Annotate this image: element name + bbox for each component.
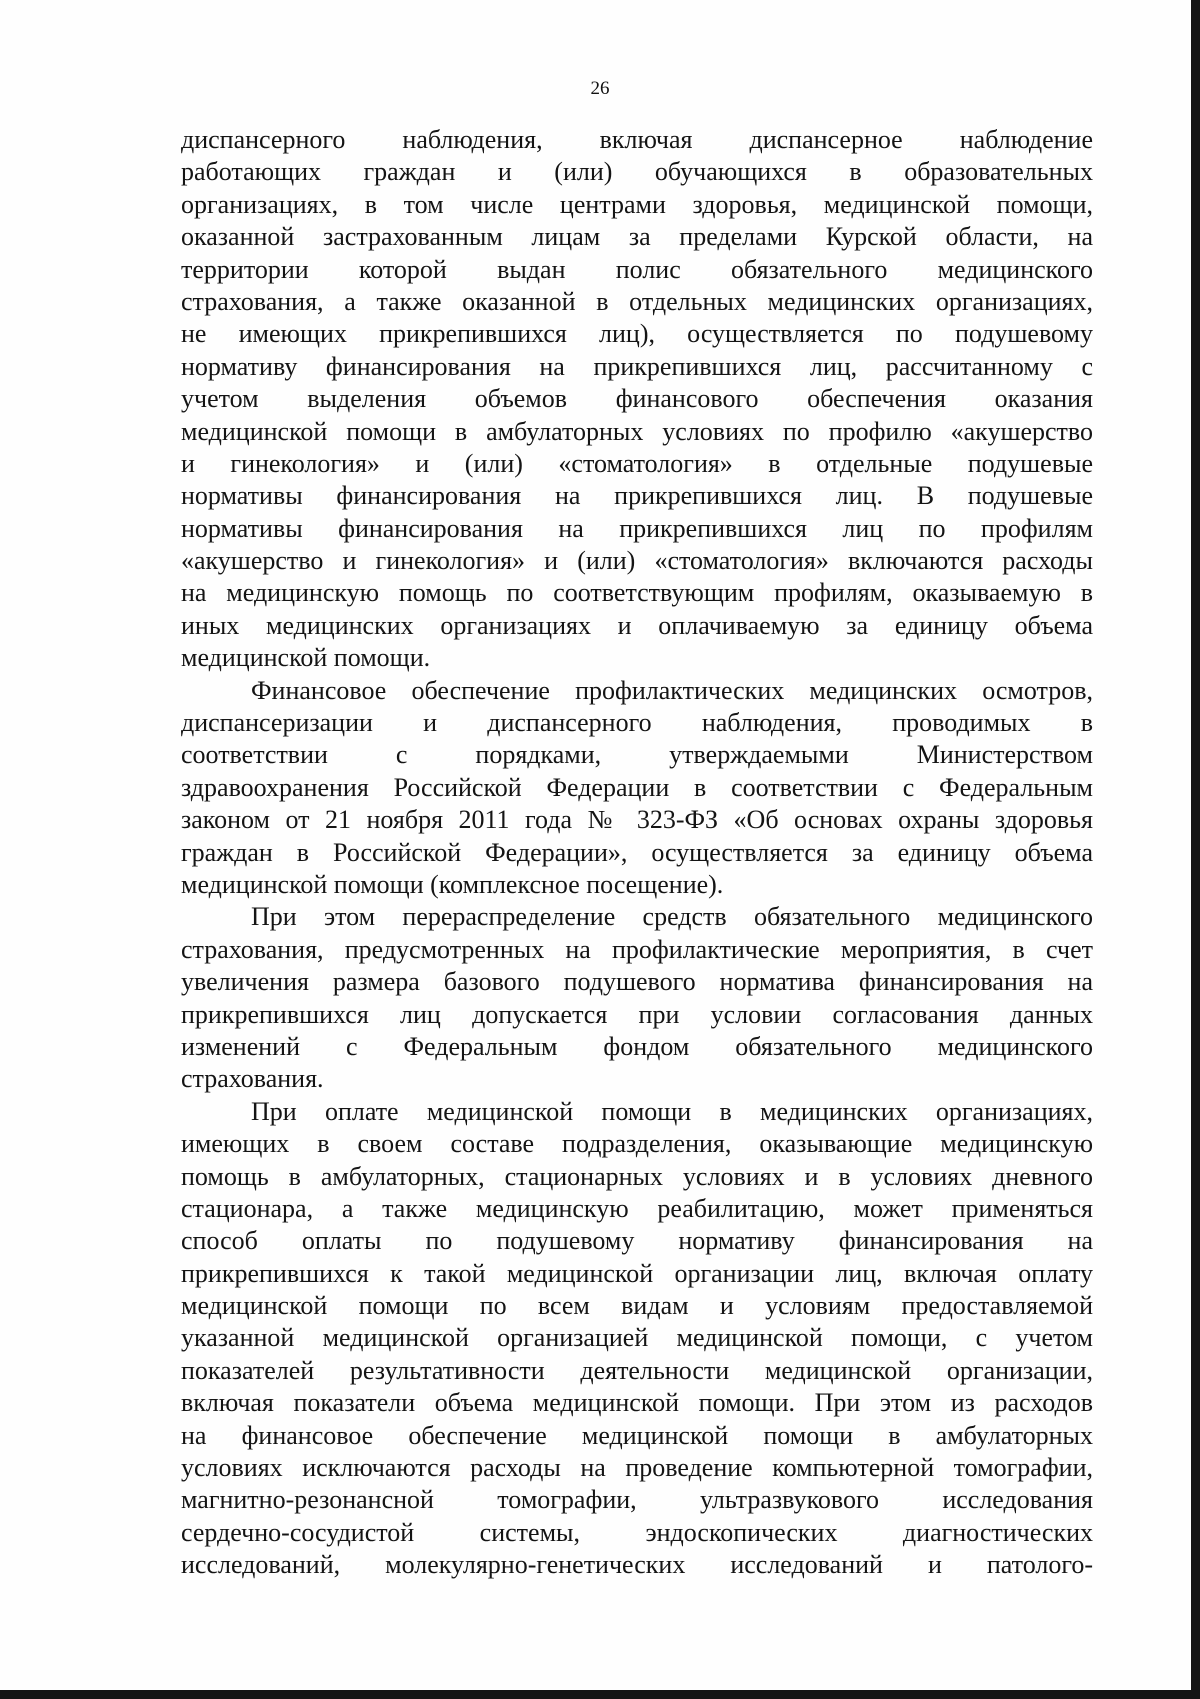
- text-line: страхования, предусмотренных на профилактические мероприятия, в счет: [181, 934, 1093, 964]
- paragraph: [181, 675, 1093, 902]
- text-line: диспансеризации и диспансерного наблюдения, проводимых в: [181, 708, 1093, 738]
- scan-edge-right: [1191, 0, 1200, 1699]
- text-line: помощь в амбулаторных, стационарных условиях и в условиях дневного: [181, 1161, 1093, 1191]
- text-line: организациях, в том числе центрами здоровья, медицинской помощи,: [181, 189, 1093, 219]
- scan-edge-bottom: [0, 1690, 1200, 1699]
- text-line: на финансовое обеспечение медицинской помощи в амбулаторных: [181, 1420, 1093, 1450]
- text-line: здравоохранения Российской Федерации в соответствии с Федеральным: [181, 772, 1093, 802]
- text-line: прикрепившихся к такой медицинской организации лиц, включая оплату: [181, 1258, 1093, 1288]
- text-line: не имеющих прикрепившихся лиц), осуществляется по подушевому: [181, 319, 1093, 349]
- text-line: оказанной застрахованным лицам за пределами Курской области, на: [181, 222, 1093, 252]
- text-line: имеющих в своем составе подразделения, оказывающие медицинскую: [181, 1129, 1093, 1159]
- text-line: на медицинскую помощь по соответствующим профилям, оказываемую в: [181, 578, 1093, 608]
- text-line: медицинской помощи.: [181, 643, 431, 673]
- text-line: исследований, молекулярно-генетических исследований и патолого-: [181, 1550, 1093, 1580]
- paragraph: [181, 901, 1093, 1095]
- text-line: указанной медицинской организацией медицинской помощи, с учетом: [181, 1323, 1093, 1353]
- text-line: «акушерство и гинекология» и (или) «стоматология» включаются расходы: [181, 546, 1093, 576]
- text-line: и гинекология» и (или) «стоматология» в отдельные подушевые: [181, 448, 1093, 478]
- document-body: [181, 124, 1093, 1582]
- paragraph: [181, 1096, 1093, 1582]
- text-line: медицинской помощи в амбулаторных условиях по профилю «акушерство: [181, 416, 1093, 446]
- text-line: нормативу финансирования на прикрепившихся лиц, рассчитанному с: [181, 351, 1093, 381]
- text-line: медицинской помощи (комплексное посещение).: [181, 869, 724, 899]
- text-line: изменений с Федеральным фондом обязательного медицинского: [181, 1031, 1093, 1061]
- text-line: работающих граждан и (или) обучающихся в образовательных: [181, 157, 1093, 187]
- text-line: При оплате медицинской помощи в медицинских организациях,: [251, 1096, 1093, 1126]
- text-line: соответствии с порядками, утверждаемыми Министерством: [181, 740, 1093, 770]
- text-line: граждан в Российской Федерации», осуществляется за единицу объема: [181, 837, 1093, 867]
- text-line: способ оплаты по подушевому нормативу финансирования на: [181, 1226, 1093, 1256]
- text-line: стационара, а также медицинскую реабилитацию, может применяться: [181, 1193, 1093, 1223]
- text-line: прикрепившихся лиц допускается при условии согласования данных: [181, 999, 1093, 1029]
- text-line: показателей результативности деятельности медицинской организации,: [181, 1355, 1093, 1385]
- text-line: медицинской помощи по всем видам и условиям предоставляемой: [181, 1291, 1093, 1321]
- text-line: магнитно-резонансной томографии, ультразвукового исследования: [181, 1485, 1093, 1515]
- text-line: условиях исключаются расходы на проведение компьютерной томографии,: [181, 1453, 1093, 1483]
- text-line: учетом выделения объемов финансового обеспечения оказания: [181, 384, 1093, 414]
- paragraph: [181, 124, 1093, 675]
- text-line: законом от 21 ноября 2011 года № 323-ФЗ «Об основах охраны здоровья: [181, 805, 1093, 835]
- text-line: диспансерного наблюдения, включая диспансерное наблюдение: [181, 125, 1093, 154]
- text-line: увеличения размера базового подушевого норматива финансирования на: [181, 967, 1093, 997]
- page-number: 26: [590, 78, 610, 99]
- text-line: При этом перераспределение средств обязательного медицинского: [251, 902, 1093, 932]
- text-line: иных медицинских организациях и оплачиваемую за единицу объема: [181, 610, 1093, 640]
- text-line: Финансовое обеспечение профилактических медицинских осмотров,: [251, 675, 1093, 705]
- text-line: включая показатели объема медицинской помощи. При этом из расходов: [181, 1388, 1093, 1418]
- text-line: территории которой выдан полис обязательного медицинского: [181, 254, 1093, 284]
- text-line: сердечно-сосудистой системы, эндоскопических диагностических: [181, 1517, 1093, 1547]
- text-line: нормативы финансирования на прикрепившихся лиц. В подушевые: [181, 481, 1093, 511]
- text-line: страхования, а также оказанной в отдельных медицинских организациях,: [181, 286, 1093, 316]
- text-line: страхования.: [181, 1064, 324, 1094]
- text-line: нормативы финансирования на прикрепившихся лиц по профилям: [181, 513, 1093, 543]
